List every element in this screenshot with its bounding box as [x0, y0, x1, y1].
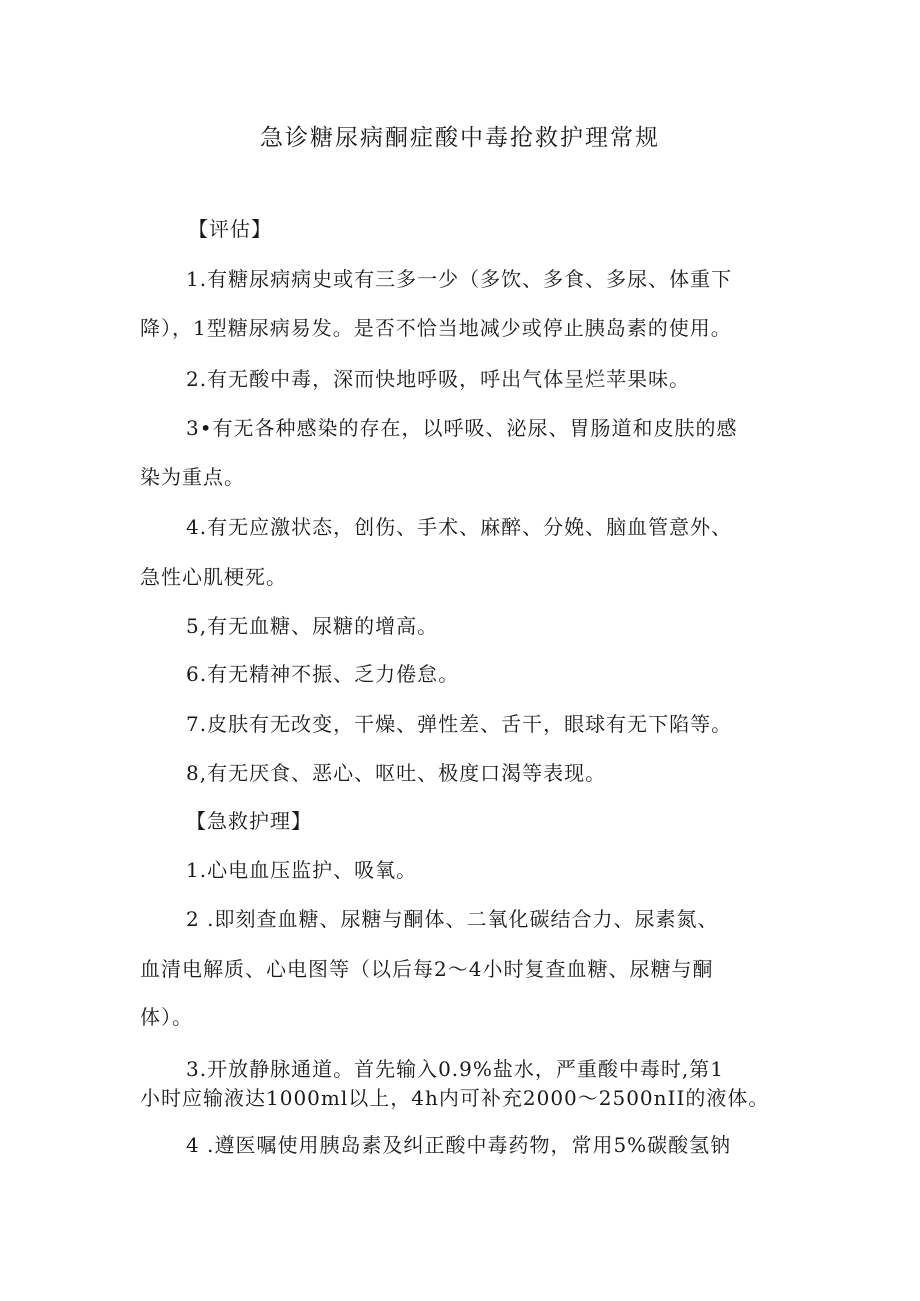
emergency-item-2-line-1: 2 .即刻查血糖、尿糖与酮体、二氧化碳结合力、尿素氮、	[186, 907, 719, 931]
assessment-item-3-line-1: 3•有无各种感染的存在，以呼吸、泌尿、胃肠道和皮肤的感	[186, 416, 738, 440]
assessment-item-1-line-2: 降），1型糖尿病易发。是否不恰当地减少或停止胰岛素的使用。	[140, 316, 732, 340]
emergency-item-3-line-1: 3.开放静脉通道。首先输入0.9%盐水，严重酸中毒时,第1	[186, 1057, 724, 1081]
assessment-item-6: 6.有无精神不振、乏力倦怠。	[186, 662, 460, 686]
assessment-item-1-line-1: 1.有糖尿病病史或有三多一少（多饮、多食、多尿、体重下	[186, 267, 733, 291]
emergency-item-2-line-2: 血清电解质、心电图等（以后每2～4小时复查血糖、尿糖与酮	[140, 957, 714, 981]
assessment-item-4-line-1: 4.有无应激状态，创伤、手术、麻醉、分娩、脑血管意外、	[186, 515, 733, 539]
assessment-item-4-line-2: 急性心肌梗死。	[140, 565, 287, 589]
assessment-item-7: 7.皮肤有无改变，干燥、弹性差、舌干，眼球有无下陷等。	[186, 712, 733, 736]
assessment-item-5: 5,有无血糖、尿糖的增高。	[186, 614, 439, 638]
emergency-item-2-line-3: 体）。	[140, 1005, 193, 1029]
assessment-item-8: 8,有无厌食、恶心、呕吐、极度口渴等表现。	[186, 761, 607, 785]
emergency-heading: 【急救护理】	[186, 809, 312, 833]
emergency-item-4-line-1: 4 .遵医嘱使用胰岛素及纠正酸中毒药物，常用5%碳酸氢钠	[186, 1133, 732, 1157]
emergency-item-3-line-2: 小时应输液达1000ml以上，4h内可补充2000～2500nII的液体。	[140, 1086, 770, 1110]
document-title: 急诊糖尿病酮症酸中毒抢救护理常规	[260, 125, 660, 151]
assessment-item-2: 2.有无酸中毒，深而快地呼吸，呼出气体呈烂苹果味。	[186, 367, 691, 391]
assessment-item-3-line-2: 染为重点。	[140, 465, 245, 489]
emergency-item-1: 1.心电血压监护、吸氧。	[186, 858, 418, 882]
assessment-heading: 【评估】	[188, 217, 272, 241]
